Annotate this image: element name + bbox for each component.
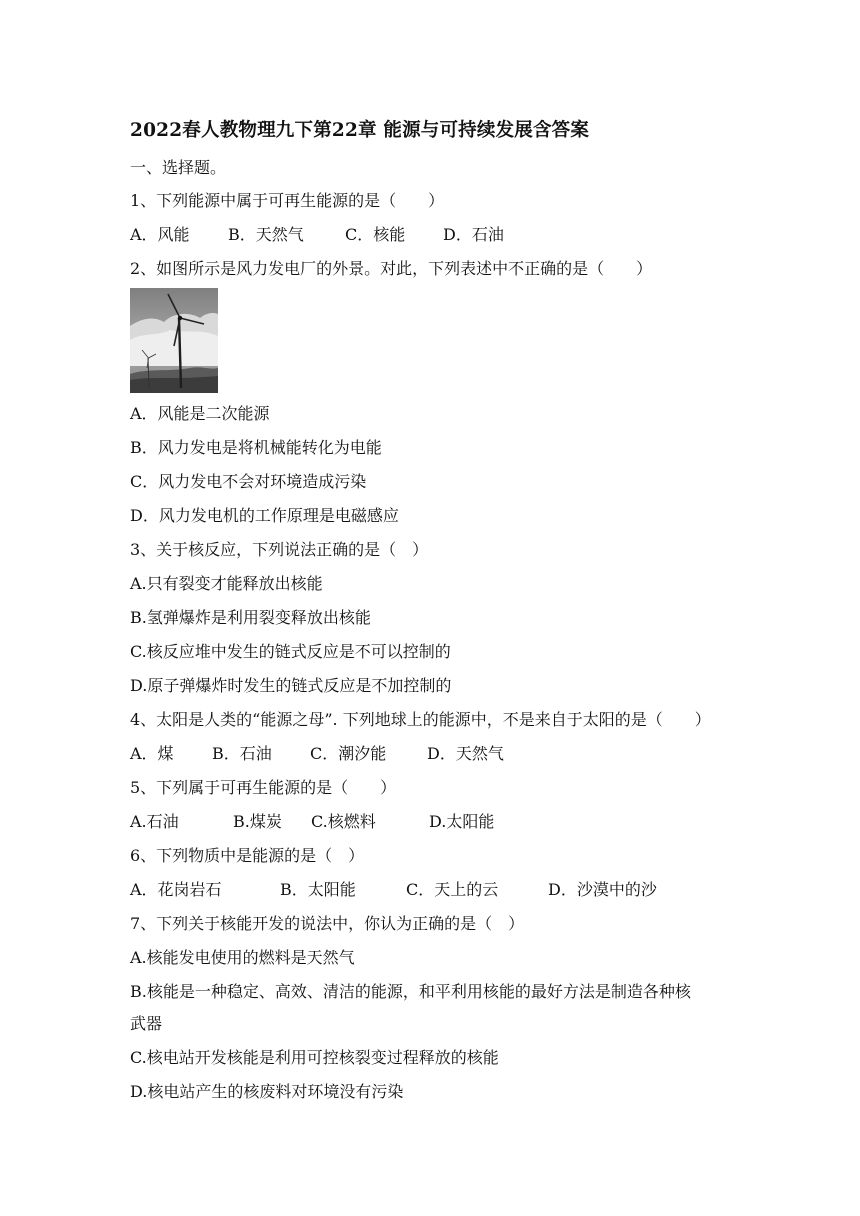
q1-option-b: B．天然气 — [228, 225, 304, 244]
question-7-stem: 7、下列关于核能开发的说法中，你认为正确的是（ ） — [130, 914, 525, 933]
q3-option-a: A.只有裂变才能释放出核能 — [130, 574, 323, 593]
question-4-stem: 4、太阳是人类的“能源之母”. 下列地球上的能源中，不是来自于太阳的是（ ） — [130, 710, 711, 729]
q4-option-b: B．石油 — [212, 744, 272, 763]
question-5-stem: 5、下列属于可再生能源的是（ ） — [130, 778, 397, 797]
q5-option-a: A.石油 — [130, 812, 179, 831]
q3-option-d: D.原子弹爆炸时发生的链式反应是不加控制的 — [130, 676, 452, 695]
q5-option-b: B.煤炭 — [233, 812, 282, 831]
q2-option-c: C．风力发电不会对环境造成污染 — [130, 472, 367, 491]
q1-option-d: D．石油 — [443, 225, 504, 244]
document-title: 2022春人教物理九下第22章 能源与可持续发展含答案 — [130, 120, 590, 141]
q2-option-b: B．风力发电是将机械能转化为电能 — [130, 438, 382, 457]
section-heading: 一、选择题。 — [130, 158, 227, 177]
q4-option-d: D．天然气 — [427, 744, 504, 763]
q2-option-a: A．风能是二次能源 — [130, 404, 270, 423]
q3-option-b: B.氢弹爆炸是利用裂变释放出核能 — [130, 608, 371, 627]
q1-option-c: C．核能 — [345, 225, 406, 244]
q5-option-c: C.核燃料 — [311, 812, 376, 831]
q1-option-a: A．风能 — [130, 225, 190, 244]
q2-option-d: D．风力发电机的工作原理是电磁感应 — [130, 506, 399, 525]
q3-option-c: C.核反应堆中发生的链式反应是不可以控制的 — [130, 642, 451, 661]
question-1-stem: 1、下列能源中属于可再生能源的是（ ） — [130, 191, 445, 210]
q6-option-c: C．天上的云 — [406, 880, 499, 899]
q7-option-b-continued: 武器 — [130, 1014, 163, 1033]
q5-option-d: D.太阳能 — [429, 812, 495, 831]
q7-option-b: B.核能是一种稳定、高效、清洁的能源，和平利用核能的最好方法是制造各种核 — [130, 982, 691, 1001]
question-2-stem: 2、如图所示是风力发电厂的外景。对此，下列表述中不正确的是（ ） — [130, 259, 653, 278]
q7-option-c: C.核电站开发核能是利用可控核裂变过程释放的核能 — [130, 1048, 499, 1067]
q6-option-a: A．花岗岩石 — [130, 880, 222, 899]
q7-option-a: A.核能发电使用的燃料是天然气 — [130, 948, 355, 967]
q4-option-a: A．煤 — [130, 744, 174, 763]
question-6-stem: 6、下列物质中是能源的是（ ） — [130, 846, 365, 865]
wind-turbine-photo — [130, 288, 218, 393]
q7-option-d: D.核电站产生的核废料对环境没有污染 — [130, 1082, 404, 1101]
question-3-stem: 3、关于核反应，下列说法正确的是（ ） — [130, 540, 429, 559]
q4-option-c: C．潮汐能 — [310, 744, 387, 763]
wind-turbine-image — [130, 288, 218, 393]
q6-option-d: D．沙漠中的沙 — [548, 880, 657, 899]
q6-option-b: B．太阳能 — [280, 880, 356, 899]
